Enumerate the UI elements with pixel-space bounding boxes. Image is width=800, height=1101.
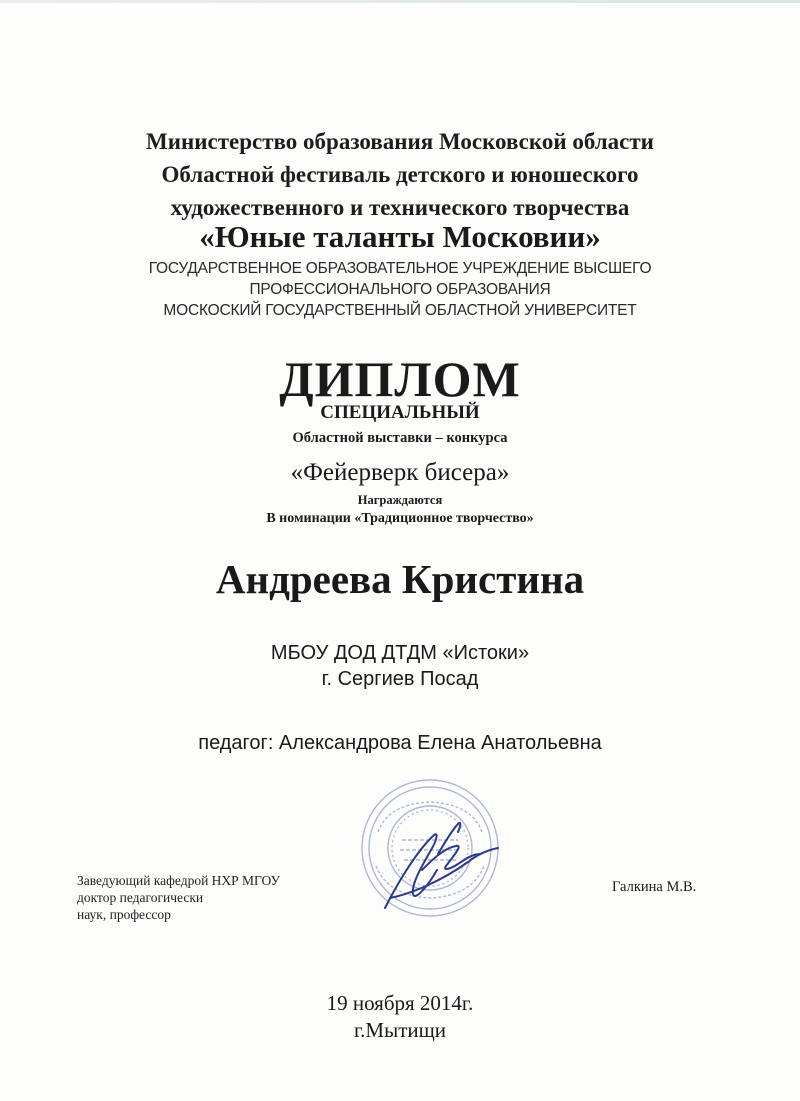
ministry-line: Министерство образования Московской области: [146, 129, 654, 154]
teacher: педагог: Александрова Елена Анатольевна: [198, 732, 602, 754]
festival-name: «Юные таланты Московии»: [199, 219, 601, 254]
issue-city: г.Мытищи: [353, 1018, 447, 1042]
school-city: г. Сергиев Посад: [321, 668, 479, 690]
school-name: МБОУ ДОД ДТДМ «Истоки»: [270, 642, 530, 664]
signer-rank: наук, профессор: [77, 907, 171, 922]
diploma-subtitle: СПЕЦИАЛЬНЫЙ: [320, 402, 480, 423]
signer-title-block: [77, 872, 280, 923]
creativity-line: художественного и технического творчества: [170, 195, 630, 220]
recipient-name: Андреева Кристина: [215, 556, 585, 602]
footer-block: [0, 990, 800, 1044]
signer-position: Заведующий кафедрой НХР МГОУ: [77, 873, 281, 888]
school-block: [0, 640, 800, 692]
university-line-1: ГОСУДАРСТВЕННОЕ ОБРАЗОВАТЕЛЬНОЕ УЧРЕЖДЕНИЕ ВЫСШЕГО: [148, 260, 652, 277]
issue-date: 19 ноября 2014г.: [326, 991, 474, 1015]
signer-degree: доктор педагогически: [77, 890, 204, 905]
university-line-3: МОСКОСКИЙ ГОСУДАРСТВЕННЫЙ ОБЛАСТНОЙ УНИВЕРСИТЕТ: [163, 302, 637, 319]
organizer-block: [0, 125, 800, 224]
university-line-2: ПРОФЕССИОНАЛЬНОГО ОБРАЗОВАНИЯ: [249, 281, 551, 298]
contest-type: Областной выставки – конкурса: [292, 430, 508, 446]
awarded-label: Награждаются: [357, 493, 443, 507]
stamp-and-signature: [330, 770, 530, 930]
festival-line: Областной фестиваль детского и юношеского: [161, 162, 639, 187]
university-block: [0, 258, 800, 321]
contest-name: «Фейерверк бисера»: [290, 459, 510, 486]
signer-name: Галкина М.В.: [612, 879, 697, 895]
official-stamp-icon: [330, 770, 530, 930]
scan-edge: [0, 0, 800, 3]
diploma-title: ДИПЛОМ: [279, 351, 521, 407]
nomination: В номинации «Традиционное творчество»: [266, 511, 534, 526]
